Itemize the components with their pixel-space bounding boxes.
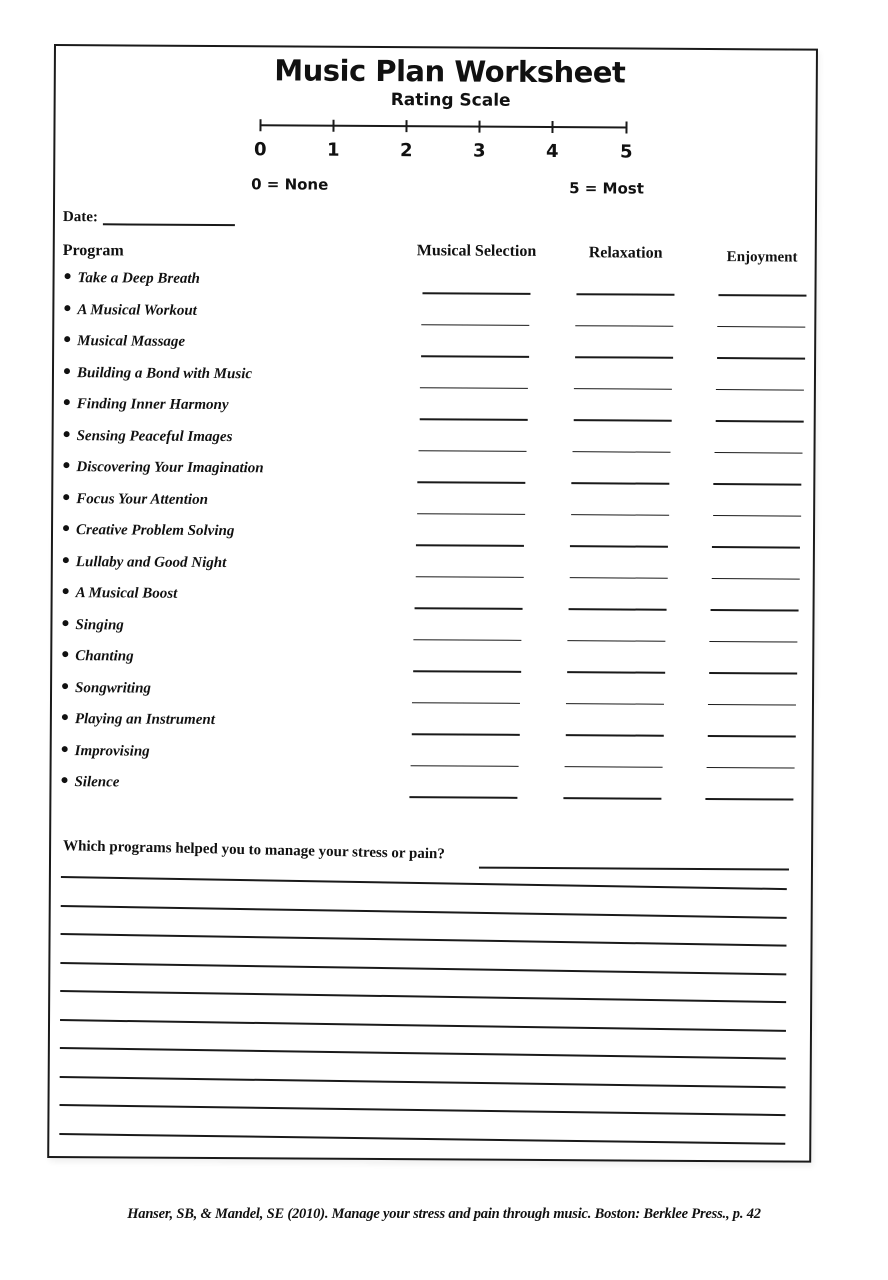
bullet-icon bbox=[63, 462, 69, 468]
scale-tick bbox=[259, 119, 261, 131]
rating-field-musical-selection[interactable] bbox=[413, 670, 521, 672]
column-header-relaxation: Relaxation bbox=[588, 244, 663, 262]
scale-label-4: 4 bbox=[546, 141, 559, 163]
answer-line-field[interactable] bbox=[60, 1047, 786, 1059]
rating-field-musical-selection[interactable] bbox=[416, 544, 524, 546]
scale-axis bbox=[260, 124, 628, 128]
column-header-program: Program bbox=[62, 242, 124, 260]
answer-line-field[interactable] bbox=[60, 1019, 786, 1031]
rating-field-relaxation[interactable] bbox=[564, 797, 662, 799]
program-item: Finding Inner Harmony bbox=[64, 396, 264, 429]
answer-line-field[interactable] bbox=[60, 1076, 786, 1088]
rating-field-musical-selection[interactable] bbox=[422, 292, 530, 294]
rating-field-enjoyment[interactable] bbox=[716, 389, 804, 391]
rating-field-enjoyment[interactable] bbox=[712, 546, 800, 548]
rating-field-relaxation[interactable] bbox=[569, 608, 667, 610]
rating-field-relaxation[interactable] bbox=[569, 577, 667, 579]
rating-field-relaxation[interactable] bbox=[573, 419, 671, 421]
worksheet-title: Music Plan Worksheet bbox=[274, 53, 626, 90]
program-list bbox=[61, 270, 265, 807]
rating-field-musical-selection[interactable] bbox=[419, 418, 527, 420]
rating-field-relaxation[interactable] bbox=[566, 703, 664, 705]
bullet-icon bbox=[62, 683, 68, 689]
bullet-icon bbox=[64, 336, 70, 342]
answer-line-field[interactable] bbox=[61, 933, 787, 946]
scale-label-5: 5 bbox=[620, 141, 633, 163]
answer-line-field[interactable] bbox=[60, 962, 786, 975]
answer-line-field[interactable] bbox=[61, 876, 787, 890]
program-item: Lullaby and Good Night bbox=[63, 554, 263, 587]
scale-tick bbox=[405, 120, 407, 132]
rating-field-relaxation[interactable] bbox=[565, 734, 663, 736]
bullet-icon bbox=[64, 399, 70, 405]
bullet-icon bbox=[62, 651, 68, 657]
program-item: Songwriting bbox=[62, 680, 262, 713]
rating-field-musical-selection[interactable] bbox=[415, 576, 523, 578]
bullet-icon bbox=[64, 368, 70, 374]
answer-line-field[interactable] bbox=[60, 1104, 786, 1116]
rating-field-enjoyment[interactable] bbox=[717, 357, 805, 359]
rating-field-musical-selection[interactable] bbox=[411, 733, 519, 735]
bullet-icon bbox=[61, 777, 67, 783]
citation: Hanser, SB, & Mandel, SE (2010). Manage your stress and pain through music. Boston: Berklee Press., p. 42 bbox=[127, 1206, 761, 1222]
rating-field-relaxation[interactable] bbox=[571, 514, 669, 516]
rating-field-enjoyment[interactable] bbox=[707, 766, 795, 768]
rating-field-relaxation[interactable] bbox=[568, 640, 666, 642]
program-item: Focus Your Attention bbox=[63, 491, 263, 524]
bullet-icon bbox=[63, 525, 69, 531]
rating-scale-heading: Rating Scale bbox=[390, 90, 511, 111]
program-item: Building a Bond with Music bbox=[64, 365, 264, 398]
scale-label-3: 3 bbox=[473, 140, 486, 162]
bullet-icon bbox=[63, 588, 69, 594]
bullet-icon bbox=[63, 494, 69, 500]
rating-field-enjoyment[interactable] bbox=[706, 798, 794, 800]
rating-grid bbox=[56, 46, 816, 51]
scale-tick bbox=[551, 121, 553, 133]
rating-field-relaxation[interactable] bbox=[565, 766, 663, 768]
scale-label-2: 2 bbox=[400, 140, 413, 162]
rating-field-musical-selection[interactable] bbox=[411, 765, 519, 767]
scale-tick bbox=[332, 120, 334, 132]
program-item: Silence bbox=[61, 774, 261, 807]
rating-field-relaxation[interactable] bbox=[570, 545, 668, 547]
rating-field-musical-selection[interactable] bbox=[414, 639, 522, 641]
rating-field-musical-selection[interactable] bbox=[410, 796, 518, 798]
date-label: Date: bbox=[62, 209, 98, 226]
date-field[interactable] bbox=[103, 223, 235, 225]
program-item: Take a Deep Breath bbox=[64, 270, 264, 303]
answer-line-field[interactable] bbox=[59, 1133, 785, 1144]
program-item: Playing an Instrument bbox=[62, 711, 262, 744]
scale-label-0: 0 bbox=[254, 139, 267, 161]
program-item: A Musical Workout bbox=[64, 302, 264, 335]
question-prompt: Which programs helped you to manage your stress or pain? bbox=[62, 838, 446, 863]
rating-field-enjoyment[interactable] bbox=[708, 704, 796, 706]
program-item: Discovering Your Imagination bbox=[63, 459, 263, 492]
program-item: Sensing Peaceful Images bbox=[63, 428, 263, 461]
rating-field-enjoyment[interactable] bbox=[709, 672, 797, 674]
answer-line-field[interactable] bbox=[61, 905, 787, 918]
rating-field-enjoyment[interactable] bbox=[714, 483, 802, 485]
program-item: A Musical Boost bbox=[63, 585, 263, 618]
rating-field-musical-selection[interactable] bbox=[422, 324, 530, 326]
bullet-icon bbox=[62, 620, 68, 626]
rating-field-relaxation[interactable] bbox=[567, 671, 665, 673]
program-item: Creative Problem Solving bbox=[63, 522, 263, 555]
rating-field-relaxation[interactable] bbox=[573, 451, 671, 453]
scale-tick bbox=[625, 121, 627, 133]
rating-field-musical-selection[interactable] bbox=[417, 513, 525, 515]
rating-field-musical-selection[interactable] bbox=[412, 702, 520, 704]
bullet-icon bbox=[64, 305, 70, 311]
program-item: Chanting bbox=[62, 648, 262, 681]
rating-field-enjoyment[interactable] bbox=[710, 641, 798, 643]
program-item: Improvising bbox=[62, 743, 262, 776]
bullet-icon bbox=[62, 746, 68, 752]
answer-field[interactable] bbox=[479, 867, 789, 870]
rating-field-enjoyment[interactable] bbox=[707, 735, 795, 737]
scale-label-1: 1 bbox=[327, 139, 340, 161]
rating-field-enjoyment[interactable] bbox=[713, 515, 801, 517]
scale-tick bbox=[478, 121, 480, 133]
rating-field-relaxation[interactable] bbox=[576, 293, 674, 295]
answer-area bbox=[56, 46, 816, 51]
scale-min-label: 0 = None bbox=[251, 175, 329, 194]
rating-field-relaxation[interactable] bbox=[574, 388, 672, 390]
column-header-musical-selection: Musical Selection bbox=[416, 242, 537, 260]
column-header-enjoyment: Enjoyment bbox=[726, 249, 798, 266]
rating-field-musical-selection[interactable] bbox=[418, 481, 526, 483]
rating-field-enjoyment[interactable] bbox=[715, 452, 803, 454]
answer-line-field[interactable] bbox=[60, 990, 786, 1003]
bullet-icon bbox=[64, 431, 70, 437]
program-item: Musical Massage bbox=[64, 333, 264, 366]
bullet-icon bbox=[65, 273, 71, 279]
worksheet-page bbox=[47, 44, 818, 1163]
rating-field-musical-selection[interactable] bbox=[415, 607, 523, 609]
rating-field-enjoyment[interactable] bbox=[711, 578, 799, 580]
rating-field-enjoyment[interactable] bbox=[715, 420, 803, 422]
rating-field-relaxation[interactable] bbox=[572, 482, 670, 484]
rating-field-enjoyment[interactable] bbox=[718, 326, 806, 328]
bullet-icon bbox=[63, 557, 69, 563]
rating-field-relaxation[interactable] bbox=[575, 356, 673, 358]
rating-field-musical-selection[interactable] bbox=[419, 450, 527, 452]
rating-field-musical-selection[interactable] bbox=[420, 387, 528, 389]
rating-field-enjoyment[interactable] bbox=[711, 609, 799, 611]
bullet-icon bbox=[62, 714, 68, 720]
scale-max-label: 5 = Most bbox=[569, 179, 644, 198]
rating-field-musical-selection[interactable] bbox=[421, 355, 529, 357]
rating-field-relaxation[interactable] bbox=[576, 325, 674, 327]
rating-field-enjoyment[interactable] bbox=[718, 294, 806, 296]
program-item: Singing bbox=[62, 617, 262, 650]
